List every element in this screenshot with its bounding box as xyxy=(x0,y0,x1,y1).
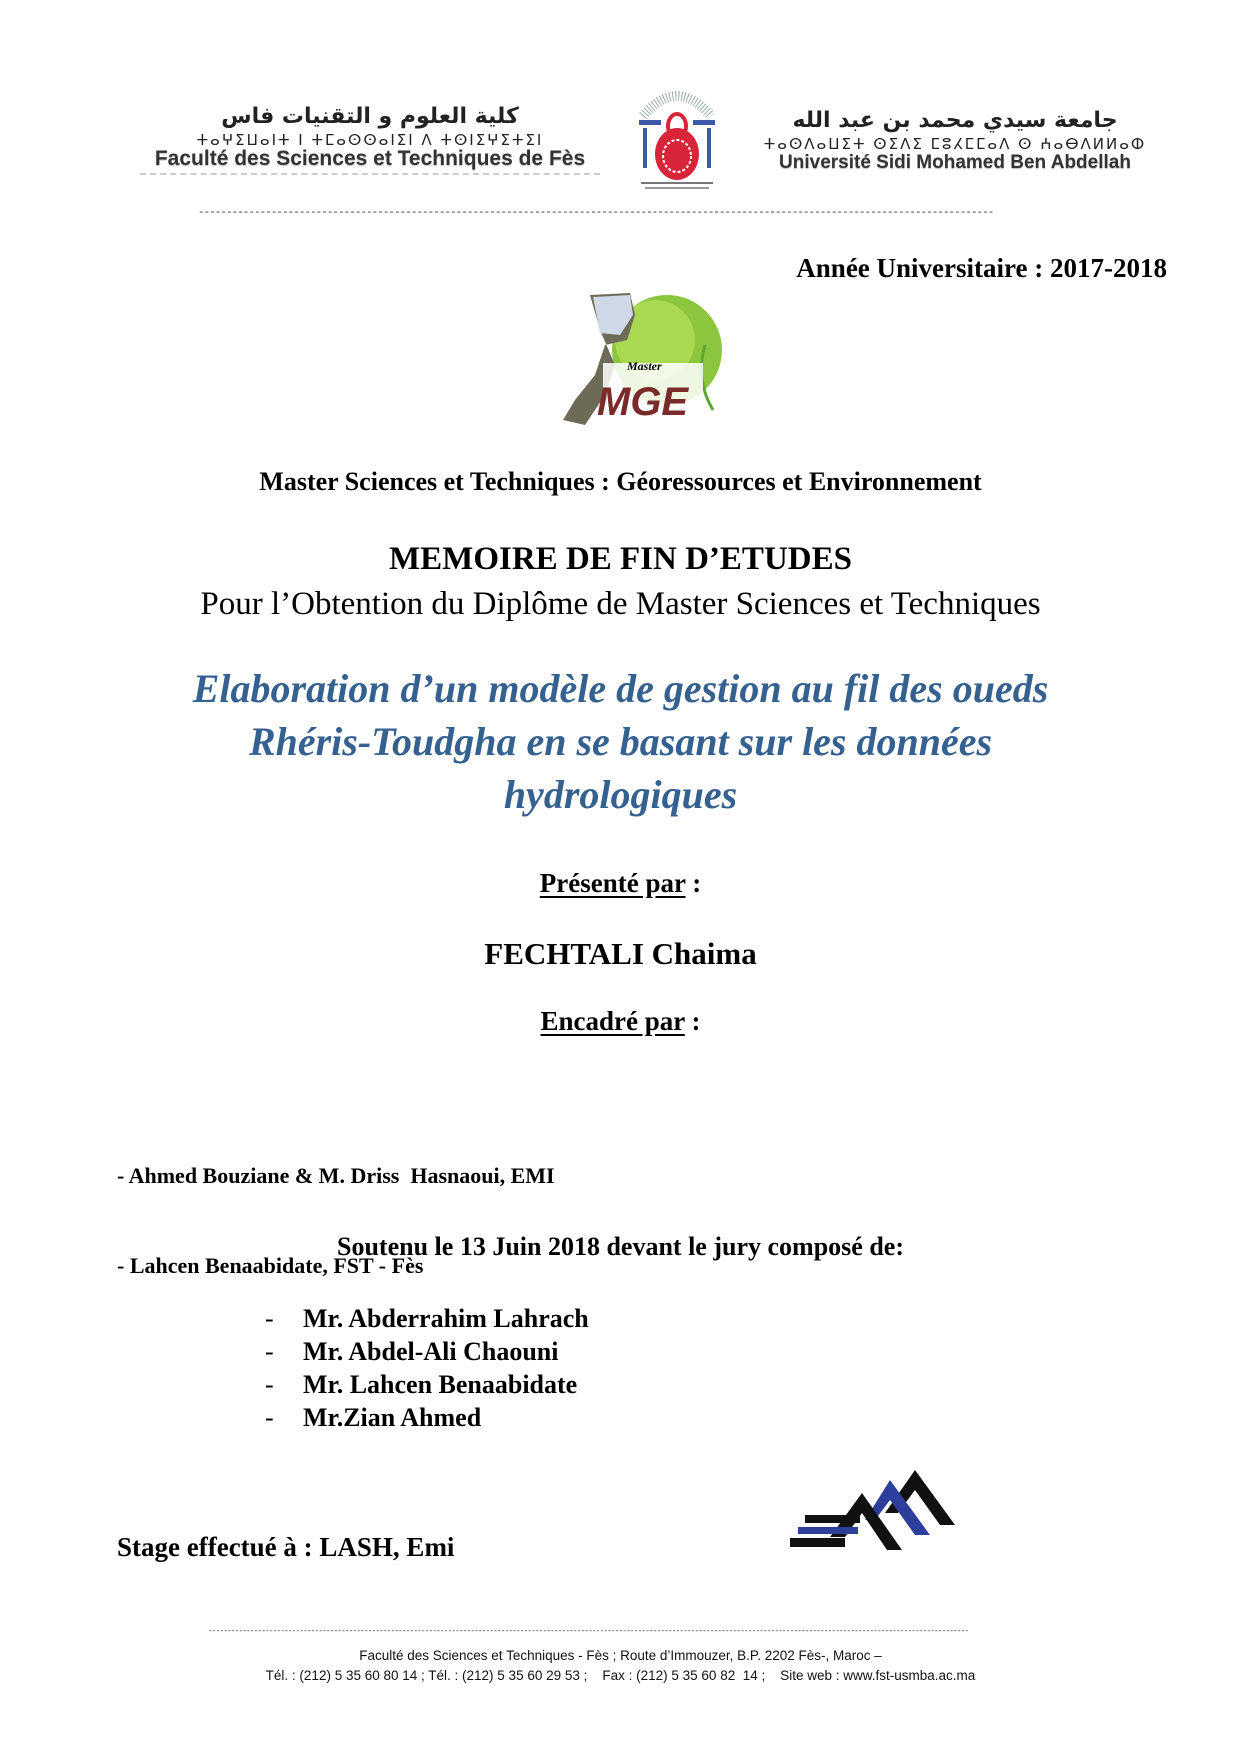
obtention-line: Pour l’Obtention du Diplôme de Master Sciences et Techniques xyxy=(200,586,1041,622)
footer-address: Faculté des Sciences et Techniques - Fès ; Route d’Immouzer, B.P. 2202 Fès-, Maroc – xyxy=(359,1648,882,1663)
jury-list xyxy=(265,1302,589,1434)
thesis-title-line-2: Rhéris-Toudgha en se basant sur les données xyxy=(248,719,993,764)
usmba-header xyxy=(755,108,1155,174)
fst-name-french: Faculté des Sciences et Techniques de Fès xyxy=(154,147,586,170)
presented-by-text: Présenté par xyxy=(539,868,686,898)
jury-member: - Mr. Abdel-Ali Chaouni xyxy=(265,1337,559,1366)
defense-statement: Soutenu le 13 Juin 2018 devant le jury composé de: xyxy=(337,1232,904,1261)
fst-name-tifinagh: ⵜⴰⵖⵉⵡⴰⵏⵜ ⵏ ⵜⵎⴰⵙⵙⴰⵏⵉⵏ ⴷ ⵜⵙⵏⵉⵖⵉⵜⵉⵏ xyxy=(196,131,544,149)
usmba-name-tifinagh: ⵜⴰⵙⴷⴰⵡⵉⵜ ⵙⵉⴷⵉ ⵎⵓⵃⵎⵎⴰⴷ ⵙ ⵄⴰⴱⴷⵍⵍⴰⵀ xyxy=(763,135,1147,153)
jury-member: - Mr.Zian Ahmed xyxy=(265,1403,482,1432)
usmba-crest-logo xyxy=(633,76,721,194)
program-name: Master Sciences et Techniques : Géoressources et Environnement xyxy=(259,467,982,496)
usmba-name-arabic: جامعة سيدي محمد بن عبد الله xyxy=(792,108,1118,133)
thesis-title-line-1: Elaboration d’un modèle de gestion au fil des oueds xyxy=(192,666,1049,711)
presented-by-label: Présenté par : xyxy=(539,868,702,898)
supervisors-list xyxy=(117,1101,555,1311)
header-divider: ---------------------------------------------------------------------------------------------------------------------------------------------- xyxy=(198,207,994,219)
supervised-by-label: Encadré par : xyxy=(540,1006,701,1036)
supervised-by-text: Encadré par xyxy=(540,1006,685,1036)
fst-name-reflection xyxy=(140,173,600,179)
fst-header xyxy=(130,104,610,179)
thesis-title-line-3: hydrologiques xyxy=(503,772,738,817)
emi-logo xyxy=(790,1465,980,1555)
master-logo-big: MGE xyxy=(597,380,689,424)
usmba-name-french: Université Sidi Mohamed Ben Abdellah xyxy=(779,152,1131,173)
footer-divider: -------------------------------------------------------------------------------------------------------------------------------------------------------------------------------------------------------- xyxy=(208,1627,969,1636)
author-name: FECHTALI Chaima xyxy=(484,936,757,971)
supervisor-item: - Lahcen Benaabidate, FST - Fès xyxy=(117,1253,424,1278)
internship-location: Stage effectué à : LASH, Emi xyxy=(117,1532,455,1562)
jury-member: - Mr. Lahcen Benaabidate xyxy=(265,1370,578,1399)
thesis-title xyxy=(0,662,1241,821)
jury-member: - Mr. Abderrahim Lahrach xyxy=(265,1304,589,1333)
master-logo-small: Master xyxy=(627,359,662,373)
fst-name-arabic: كلية العلوم و التقنيات فاس xyxy=(221,104,519,129)
academic-year: Année Universitaire : 2017-2018 xyxy=(796,253,1167,283)
supervisor-item: - Ahmed Bouziane & M. Driss Hasnaoui, EMI xyxy=(117,1163,555,1188)
master-mge-logo xyxy=(555,285,730,430)
memoire-heading: MEMOIRE DE FIN D’ETUDES xyxy=(389,541,852,577)
footer-contact: Tél. : (212) 5 35 60 80 14 ; Tél. : (212) 5 35 60 29 53 ; Fax : (212) 5 35 60 82 14 ; Site web : www.fst-usmba.ac.ma xyxy=(265,1668,976,1683)
